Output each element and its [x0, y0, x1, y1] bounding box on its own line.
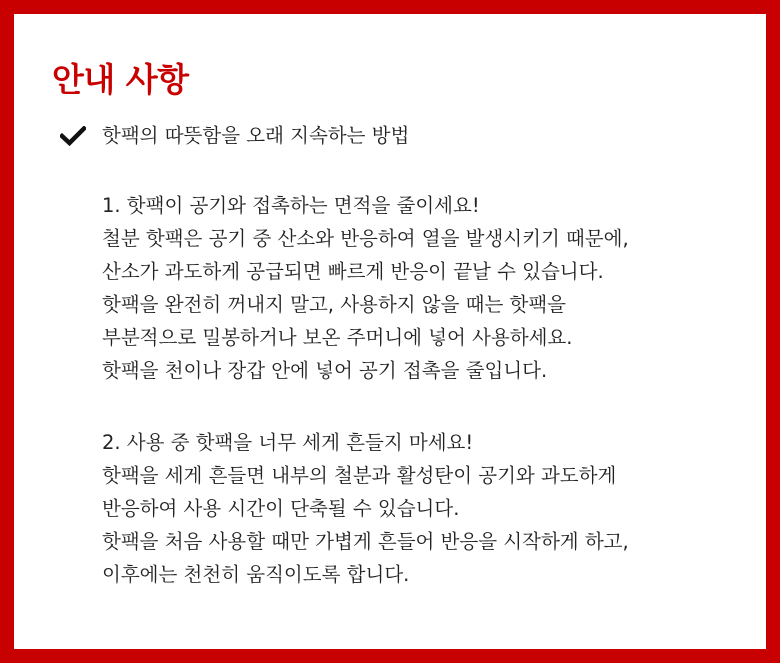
- tip-section-2-line: 반응하여 사용 시간이 단축될 수 있습니다.: [102, 497, 460, 520]
- tip-section-1-line: 부분적으로 밀봉하거나 보온 주머니에 넣어 사용하세요.: [102, 326, 573, 349]
- tip-section-2: [102, 426, 629, 591]
- tip-headline-text: 핫팩의 따뜻함을 오래 지속하는 방법: [102, 124, 410, 147]
- tip-headline: [60, 118, 409, 154]
- tip-section-1-line: 핫팩을 천이나 장갑 안에 넣어 공기 접촉을 줄입니다.: [102, 359, 548, 382]
- tip-section-2-line: 핫팩을 처음 사용할 때만 가볍게 흔들어 반응을 시작하게 하고,: [102, 530, 629, 553]
- tip-section-2-line: 핫팩을 세게 흔들면 내부의 철분과 활성탄이 공기와 과도하게: [102, 464, 617, 487]
- checkmark-icon: [60, 126, 86, 146]
- tip-section-2-heading: 2. 사용 중 핫팩을 너무 세게 흔들지 마세요!: [102, 431, 474, 454]
- tip-section-1-line: 철분 핫팩은 공기 중 산소와 반응하여 열을 발생시키기 때문에,: [102, 227, 629, 250]
- tip-section-2-line: 이후에는 천천히 움직이도록 합니다.: [102, 563, 410, 586]
- tip-section-1-heading: 1. 핫팩이 공기와 접촉하는 면적을 줄이세요!: [102, 194, 480, 217]
- notice-title: 안내 사항: [52, 60, 189, 99]
- tip-section-1-line: 산소가 과도하게 공급되면 빠르게 반응이 끝날 수 있습니다.: [102, 260, 604, 283]
- tip-section-1-line: 핫팩을 완전히 꺼내지 말고, 사용하지 않을 때는 핫팩을: [102, 293, 567, 316]
- tip-section-1: [102, 189, 629, 387]
